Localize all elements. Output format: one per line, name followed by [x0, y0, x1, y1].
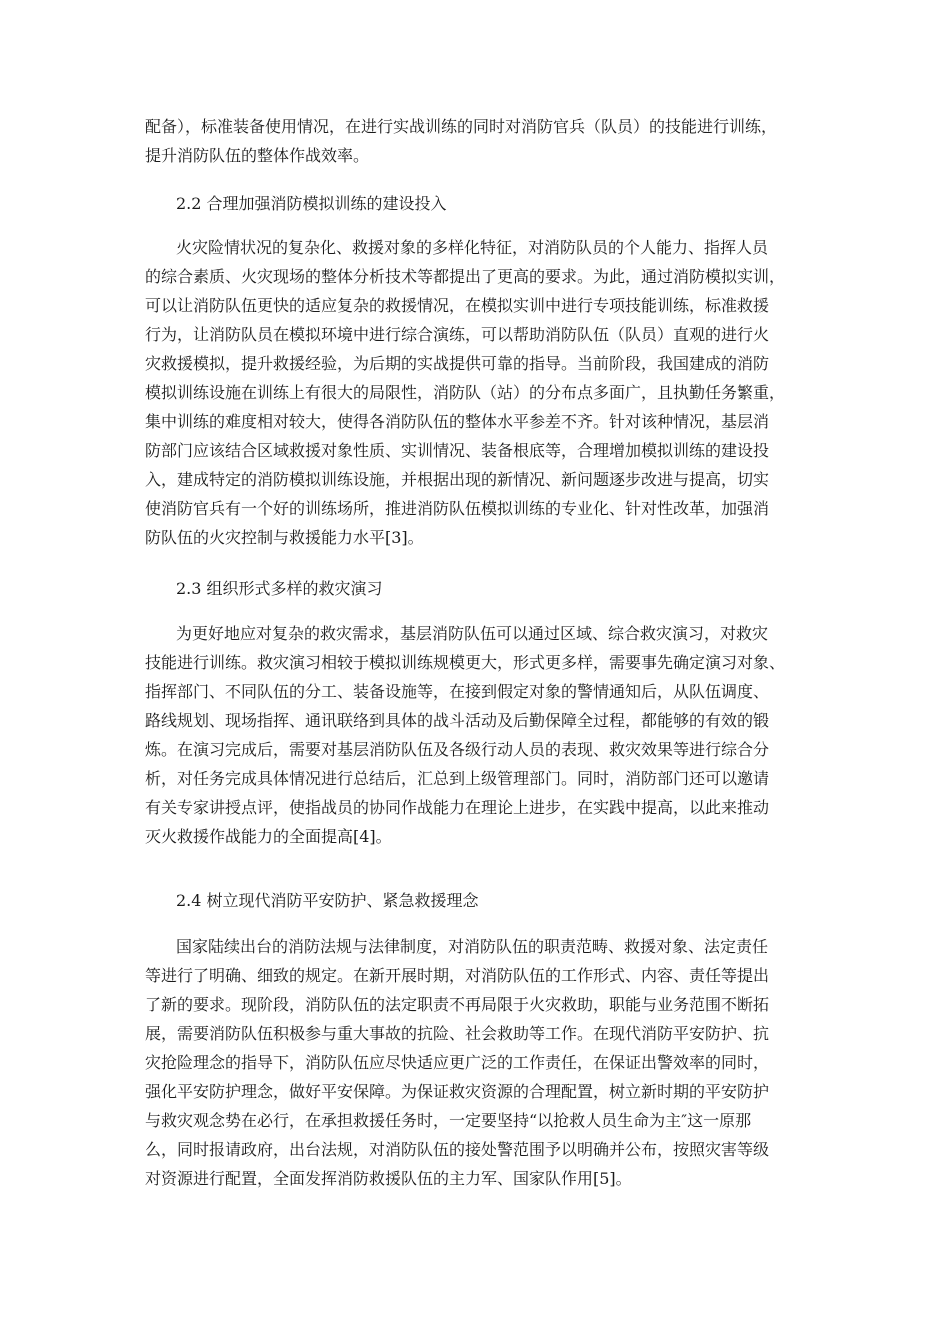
paragraph-line: 防队伍的火灾控制与救援能力水平[3]。 — [145, 528, 424, 547]
paragraph-line: 灭火救援作战能力的全面提高[4]。 — [145, 827, 392, 846]
paragraph-line: 么，同时报请政府，出台法规，对消防队伍的接处警范围予以明确并公布，按照灾害等级 — [145, 1140, 770, 1159]
paragraph-line: 路线规划、现场指挥、通讯联络到具体的战斗活动及后勤保障全过程，都能够的有效的锻 — [145, 711, 770, 730]
paragraph-line: 使消防官兵有一个好的训练场所，推进消防队伍模拟训练的专业化、针对性改革，加强消 — [145, 499, 770, 518]
paragraph-line: 为更好地应对复杂的救灾需求，基层消防队伍可以通过区域、综合救灾演习，对救灾 — [176, 624, 769, 643]
paragraph-line: 灾救援模拟，提升救援经验，为后期的实战提供可靠的指导。当前阶段，我国建成的消防 — [145, 354, 770, 373]
paragraph-line: 析，对任务完成具体情况进行总结后，汇总到上级管理部门。同时，消防部门还可以邀请 — [145, 769, 770, 788]
section-heading-2-2: 2.2 合理加强消防模拟训练的建设投入 — [176, 194, 447, 213]
paragraph-line: 可以让消防队伍更快的适应复杂的救援情况，在模拟实训中进行专项技能训练，标准救援 — [145, 296, 770, 315]
paragraph-line: 的综合素质、火灾现场的整体分析技术等都提出了更高的要求。为此，通过消防模拟实训， — [145, 267, 786, 286]
paragraph-line: 行为，让消防队员在模拟环境中进行综合演练，可以帮助消防队伍（队员）直观的进行火 — [145, 325, 770, 344]
intro-line-2: 提升消防队伍的整体作战效率。 — [145, 146, 370, 165]
paragraph-line: 技能进行训练。救灾演习相较于模拟训练规模更大，形式更多样，需要事先确定演习对象、 — [145, 653, 786, 672]
paragraph-line: 展，需要消防队伍积极参与重大事故的抗险、社会救助等工作。在现代消防平安防护、抗 — [145, 1024, 770, 1043]
paragraph-line: 火灾险情状况的复杂化、救援对象的多样化特征，对消防队员的个人能力、指挥人员 — [176, 238, 769, 257]
paragraph-line: 模拟训练设施在训练上有很大的局限性，消防队（站）的分布点多面广，且执勤任务繁重， — [145, 383, 786, 402]
paragraph-line: 灾抢险理念的指导下，消防队伍应尽快适应更广泛的工作责任，在保证出警效率的同时， — [145, 1053, 770, 1072]
intro-line-1: 配备），标准装备使用情况，在进行实战训练的同时对消防官兵（队员）的技能进行训练， — [145, 117, 778, 136]
paragraph-line: 防部门应该结合区域救援对象性质、实训情况、装备根底等，合理增加模拟训练的建设投 — [145, 441, 770, 460]
paragraph-line: 有关专家讲授点评，使指战员的协同作战能力在理论上进步，在实践中提高，以此来推动 — [145, 798, 770, 817]
paragraph-line: 对资源进行配置，全面发挥消防救援队伍的主力军、国家队作用[5]。 — [145, 1169, 632, 1188]
paragraph-line: 了新的要求。现阶段，消防队伍的法定职责不再局限于火灾救助，职能与业务范围不断拓 — [145, 995, 770, 1014]
paragraph-line: 强化平安防护理念，做好平安保障。为保证救灾资源的合理配置，树立新时期的平安防护 — [145, 1082, 770, 1101]
paragraph-line: 炼。在演习完成后，需要对基层消防队伍及各级行动人员的表现、救灾效果等进行综合分 — [145, 740, 770, 759]
paragraph-line: 指挥部门、不同队伍的分工、装备设施等，在接到假定对象的警情通知后，从队伍调度、 — [145, 682, 770, 701]
paragraph-line: 与救灾观念势在必行，在承担救援任务时，一定要坚持“以抢救人员生命为主″这一原那 — [145, 1111, 752, 1130]
section-heading-2-4: 2.4 树立现代消防平安防护、紧急救援理念 — [176, 891, 479, 910]
paragraph-line: 等进行了明确、细致的规定。在新开展时期，对消防队伍的工作形式、内容、责任等提出 — [145, 966, 770, 985]
paragraph-line: 入，建成特定的消防模拟训练设施，并根据出现的新情况、新问题逐步改进与提高，切实 — [145, 470, 770, 489]
paragraph-line: 集中训练的难度相对较大，使得各消防队伍的整体水平参差不齐。针对该种情况，基层消 — [145, 412, 770, 431]
section-heading-2-3: 2.3 组织形式多样的救灾演习 — [176, 579, 383, 598]
paragraph-line: 国家陆续出台的消防法规与法律制度，对消防队伍的职责范畴、救援对象、法定责任 — [176, 937, 769, 956]
